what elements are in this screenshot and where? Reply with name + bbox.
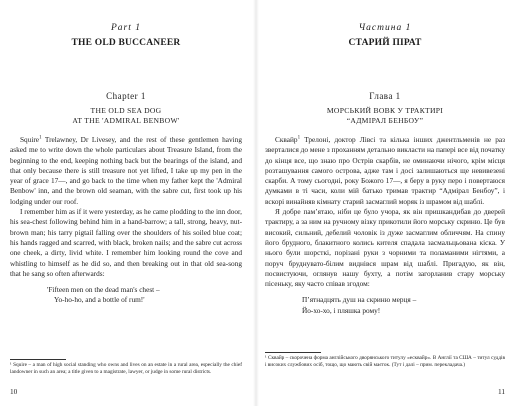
verse-line-2: Йо-хо-хо, і пляшка рому! — [302, 305, 381, 315]
chapter-title — [10, 106, 242, 126]
book-gutter — [253, 0, 259, 406]
body-text — [265, 135, 505, 289]
body-text — [10, 135, 242, 279]
right-page — [265, 0, 505, 406]
footnote-rule — [10, 359, 66, 360]
footnote-marker: 1 — [39, 135, 42, 141]
part-title: СТАРИЙ ПІРАТ — [348, 38, 422, 48]
chapter-title-line-2: “АДМІРАЛ БЕНБОУ” — [346, 116, 424, 125]
chapter-label: Глава 1 — [369, 91, 401, 101]
footnote-rule — [265, 352, 321, 353]
verse-line-1: 'Fifteen men on the dead man's chest – — [47, 285, 160, 295]
song-verse — [47, 285, 242, 306]
page-number: 11 — [497, 387, 505, 396]
left-page — [10, 0, 242, 406]
paragraph-1-rest: Trelawney, Dr Livesey, and the rest of these gentlemen having asked me to write down the whole particulars about Treasure Island, from the beginning to the end, keeping nothing back but the bearings of the island, and that only because there is still treasure not yet lifted, I take up my pen in the year of grace 17—, and go back to the time when my father kept the 'Admiral Benbow' inn, and the brown old seaman, with the sabre cut, first took up his lodging under our roof. — [10, 135, 242, 206]
verse-line-2: Yo-ho-ho, and a bottle of rum!' — [54, 295, 145, 305]
paragraph-1 — [10, 135, 242, 207]
page-number: 10 — [10, 387, 18, 396]
part-label: Part 1 — [110, 23, 141, 33]
chapter-title-line-2: AT THE 'ADMIRAL BENBOW' — [72, 116, 180, 125]
part-label: Частина 1 — [358, 23, 412, 33]
footnote: ¹ Сквайр – скорочена форма англійського дворянського титулу «есквайр». В Англії та США – титул суддів і високих службових осіб, тощо, що мають свій маєток. (Тут і далі – прим. перекладача.) — [265, 355, 505, 368]
verse-line-1: П’ятнадцять душ на скриню мерця – — [302, 295, 417, 305]
footnote-marker: 1 — [297, 135, 301, 141]
paragraph-1-rest: Трелоні, доктор Лівсі та кілька інших джентльменів не раз зверталися до мене з проханням детально викласти на папері все від початку до кінця все, що знаю про Острів скарбів, не оминаючи нічого, крім місця розташування самого острова, адже там і досі залишаються ще невивезені скарби. А тому сьогодні, року Божого 17—, я беру в руку перо і повертаюся думками в ті часи, коли мій батько тримав трактир “Адмірал Бенбоу”, і вскорі винайняв кімнату старий засмаглий моряк із шрамом від шаблі. — [265, 135, 505, 206]
paragraph-1-start: Squire — [20, 135, 40, 144]
chapter-title-line-1: МОРСЬКИЙ ВОВК У ТРАКТИРІ — [326, 106, 444, 115]
song-verse — [302, 295, 505, 316]
paragraph-2: Я добре пам’ятаю, ніби це було учора, як він пришкандибав до дверей трактиру, а за ним на ручному візку прикотили його морську скриню. Це був високий, сильний, дебелий чоловік із дуже засмаглим обличчям. На спину його брудного, блакитного колись кителя спадала засмальцьована кіска. У нього були шорсткі, порізані руки з чорними та поламаними нігтями, а поруч бруднувато-білим виднівся шрам від шаблі. Пригадую, як він, посвистуючи, оглянув нашу бухту, а потім загорланив стару морську пісеньку, яку часто співав згодом: — [265, 207, 505, 289]
chapter-title-line-1: THE OLD SEA DOG — [90, 106, 162, 115]
footnote: ¹ Squire – a man of high social standing who owns and lives on an estate in a rural area, especially the chief landowner in such an area; a title given to a magistrate, lawyer, or judge in some rural districts. — [10, 362, 242, 375]
paragraph-1-start: Сквайр — [275, 135, 298, 144]
chapter-title — [265, 106, 505, 126]
chapter-label: Chapter 1 — [106, 91, 146, 101]
part-title: THE OLD BUCCANEER — [71, 38, 181, 48]
paragraph-2: I remember him as if it were yesterday, as he came plodding to the inn door, his sea-chest following behind him in a hand-barrow; a tall, strong, heavy, nut-brown man; his tarry pigtail falling over the shoulders of his soiled blue coat; his hands ragged and scarred, with black, broken nails; and the sabre cut across one cheek, a dirty, livid white. I remember him looking round the cove and whistling to himself as he did so, and then breaking out in that old sea-song that he sang so often afterwards: — [10, 207, 242, 278]
paragraph-1 — [265, 135, 505, 207]
